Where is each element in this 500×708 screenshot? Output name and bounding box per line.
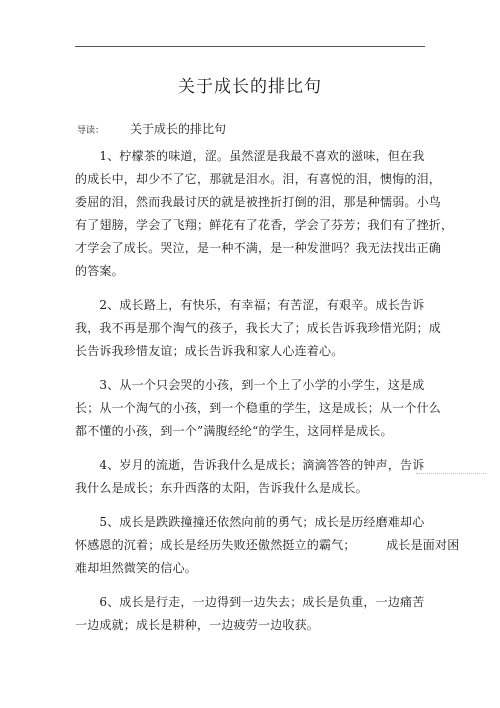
text-line: 4、岁月的流逝，告诉我什么是成长；滴滴答答的钟声，告诉 <box>75 458 425 472</box>
paragraph <box>75 374 442 443</box>
article-body <box>75 145 460 637</box>
paragraph <box>75 591 425 637</box>
dotted-leader <box>416 473 486 474</box>
text-line: 6、成长是行走，一边得到一边失去；成长是负重，一边痛苦 <box>75 595 425 609</box>
text-line: 都不懂的小孩，到一个”满腹经纶“的学生，这同样是成长。 <box>75 424 393 438</box>
text-line: 委屈的泪，然而我最讨厌的就是被挫折打倒的泪，那是种懦弱。小鸟 <box>75 195 442 209</box>
header-rule <box>75 46 425 47</box>
paragraph-gap <box>75 443 425 454</box>
paragraph-gap <box>75 500 425 511</box>
text-line: 3、从一个只会哭的小孩，到一个上了小学的小学生，这是成 <box>75 378 425 392</box>
paragraph <box>75 294 442 363</box>
text-line: 一边成就；成长是耕种，一边疲劳一边收获。 <box>75 618 320 632</box>
text-line: 我什么是成长；东升西落的太阳，告诉我什么是成长。 <box>75 481 368 495</box>
text-line: 长告诉我珍惜友谊；成长告诉我和家人心连着心。 <box>75 344 344 358</box>
guide-line <box>77 120 226 140</box>
page-title: 关于成长的排比句 <box>178 77 322 97</box>
text-line: 的成长中，却少不了它，那就是泪水。泪，有喜悦的泪，懊悔的泪， <box>75 172 442 186</box>
guide-text: 关于成长的排比句 <box>130 122 227 136</box>
guide-label: 导读： <box>77 126 105 136</box>
text-line: 长；从一个淘气的小孩，到一个稳重的学生，这是成长；从一个什么 <box>75 401 442 415</box>
text-line: 我，我不再是那个淘气的孩子，我长大了；成长告诉我珍惜光阴；成 <box>75 321 442 335</box>
text-line: 难却坦然微笑的信心。 <box>75 561 198 575</box>
paragraph-gap <box>75 363 425 374</box>
paragraph <box>75 145 454 283</box>
text-line: 怀感恩的沉着；成长是经历失败还傲然挺立的霸气； 成长是面对困 <box>75 538 460 552</box>
text-line: 的答案。 <box>75 264 124 278</box>
paragraph-gap <box>75 580 425 591</box>
text-line: 5、成长是跌跌撞撞还依然向前的勇气；成长是历经磨难却心 <box>75 515 425 529</box>
text-line: 2、成长路上，有快乐，有幸福；有苦涩，有艰辛。成长告诉 <box>75 298 425 312</box>
text-line: 1、柠檬茶的味道，涩。虽然涩是我最不喜欢的滋味，但在我 <box>75 149 425 163</box>
text-line: 有了翅膀，学会了飞翔；鲜花有了花香，学会了芬芳；我们有了挫折， <box>75 218 454 232</box>
paragraph-gap <box>75 283 425 294</box>
text-line: 才学会了成长。哭泣，是一种不满，是一种发泄吗？我无法找出正确 <box>75 241 442 255</box>
paragraph <box>75 454 425 500</box>
paragraph <box>75 511 460 580</box>
